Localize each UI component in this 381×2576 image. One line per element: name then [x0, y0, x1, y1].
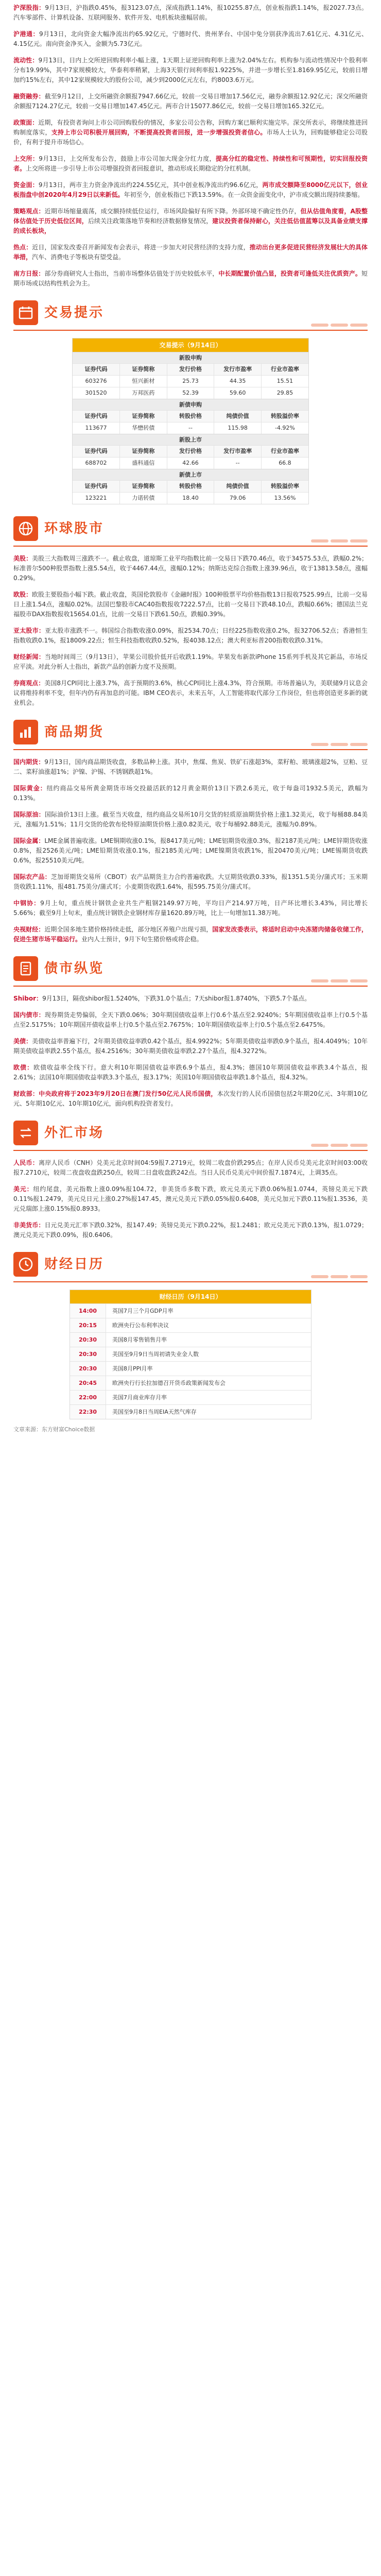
paragraph-label: 央视财经：	[13, 926, 45, 933]
paragraph-label: 中钢协：	[13, 900, 41, 907]
paragraph-label: 融资融券：	[13, 93, 45, 100]
section-title: 商品期货	[44, 724, 105, 740]
column-header: 转股价格	[167, 411, 214, 422]
paragraph	[13, 1184, 368, 1214]
table-cell: 79.06	[214, 493, 262, 504]
calendar-event: 欧洲央行行长拉加德召开货币政策新闻发布会	[112, 1380, 226, 1386]
paragraph	[13, 154, 368, 174]
table-cell: 603276	[73, 376, 120, 387]
paragraph	[13, 269, 368, 289]
column-header: 证券简称	[120, 364, 167, 376]
calendar-event: 美国至9月9日当周初请失业金人数	[112, 1351, 199, 1358]
bond-listing-table	[73, 480, 308, 504]
paragraph-label: 流动性：	[13, 57, 39, 64]
paragraph-text: 9月13日，日内上交所逆回购利率小幅上涨，1天期上证逆回购利率上涨为2.04%左右。机构参与流动性情况中个股利率分布19.99%，其中7家规模较大，华泰利率稍紧，上海3天银行间利率报1.9225%，并进一步增长至1.8169.95亿元，较前日增加约15%左右，其中12家规模较大的股份公司，减少到2000亿元左右，约8003.6万元。	[13, 57, 368, 83]
paragraph-text: 近期市场缩量震荡，成交额持续低位运行，市场风险偏好有所下降。外部环境不确定性仍存，	[44, 208, 301, 215]
paragraph	[13, 925, 368, 944]
paragraph-label: 国内债市：	[13, 1011, 45, 1019]
chart-icon	[13, 720, 38, 744]
table-cell: -4.92%	[261, 422, 308, 434]
global-stocks-section	[13, 554, 368, 708]
table-row	[73, 376, 308, 387]
section-banner-forex	[13, 1116, 368, 1151]
section-title: 债市纵览	[44, 961, 105, 976]
table-cell: 29.85	[261, 387, 308, 399]
calendar-row	[70, 1303, 311, 1318]
table-row	[73, 387, 308, 399]
calendar-event: 美国8月零售销售月率	[112, 1336, 167, 1343]
paragraph-text: 短期市场或以结构性机会为主。	[13, 270, 368, 287]
paragraph-text: LME金属普遍收涨。LME铜期收涨0.1%，报8417美元/吨；LME铝期货收涨0.3%，报2187美元/吨；LME锌期货收涨0.8%，报2526美元/吨；LME铅期货收涨0.1%，报2185美元/吨；LME镍期货收跌1%，报20470美元/吨；LME锡期货收跌0.6%，报25510美元/吨。	[13, 837, 368, 864]
banner-decoration	[311, 539, 368, 543]
column-header: 发行价格	[167, 364, 214, 376]
paragraph-highlight: 推动出台更多促进民营经济发展壮大的具体举措，	[13, 244, 368, 261]
trade-tips-title: 交易提示（9月14日）	[73, 338, 308, 352]
section-banner-calendar	[13, 1247, 368, 1282]
paragraph-label: 国际原油：	[13, 811, 45, 818]
banner-decoration	[311, 979, 368, 982]
calendar-row	[70, 1404, 311, 1419]
paragraph-label: 欧股：	[13, 591, 32, 598]
paragraph	[13, 1010, 368, 1030]
bond-listing-header: 新债上市	[73, 469, 308, 480]
column-header: 转股溢价率	[261, 411, 308, 422]
column-header: 转股价格	[167, 481, 214, 493]
paragraph-label: 欧债：	[13, 1064, 34, 1071]
table-cell: 25.73	[167, 376, 214, 387]
paragraph-text: 欧股主要股指小幅下跌。截止收盘，英国伦敦股市《金融时报》100种股票平均价格指数13日报收7525.99点，比前一交易日上涨1.54点，涨幅0.02%。法国巴黎股市CAC40指数报收7222.57点，比前一交易日下跌48.10点，跌幅0.66%；德国法兰克福股市DAX指数报收15654.01点，比前一交易日下跌61.50点，跌幅0.39%。	[13, 591, 368, 618]
listing-table	[73, 445, 308, 469]
intro-section	[13, 3, 368, 289]
paragraph	[13, 29, 368, 49]
paragraph-label: Shibor：	[13, 995, 43, 1002]
paragraph-text: 上交所将进一步引导上市公司增强投资者回报意识，推动形成长期稳定的分红机制。	[26, 165, 255, 172]
table-cell: 52.39	[167, 387, 214, 399]
paragraph-label: 美债：	[13, 1038, 32, 1045]
paragraph-text: 9月13日，上交所发布公告，鼓励上市公司加大现金分红力度，	[39, 155, 216, 162]
calendar-row	[70, 1390, 311, 1404]
paragraph-text: 纽约尾盘，美元指数上涨0.09%报104.72，非美货币多数下跌，欧元兑美元下跌0.06%报1.0744，英镑兑美元下跌0.11%报1.2479，美元兑日元上涨0.27%报147.45，澳元兑美元下跌0.05%报0.6408，美元兑加元下跌0.11%报1.3536，美元兑瑞郎上涨0.15%报0.8933。	[13, 1185, 368, 1212]
calendar-event: 英国7月三个月GDP月率	[112, 1308, 174, 1314]
table-cell: 115.98	[214, 422, 262, 434]
table-cell: 113677	[73, 422, 120, 434]
paragraph-text: 亚太股市涨跌不一。韩国综合指数收涨0.09%，报2534.70点；日经225指数收涨0.2%，报32706.52点；香港恒生指数收跌0.1%，报18009.22点；恒生科技指数收跌0.52%，报4038.12点；澳大利亚标普200指数收跌0.31%。	[13, 627, 368, 644]
column-header: 证券代码	[73, 481, 120, 493]
paragraph-label: 国际金属：	[13, 837, 45, 844]
table-row	[73, 493, 308, 504]
section-banner-global-stocks	[13, 512, 368, 547]
paragraph-text: 芝加哥期货交易所（CBOT）农产品期货主力合约普遍收跌。大豆期货收跌0.33%，报1351.5美分/蒲式耳；玉米期货收跌1.11%，报481.75美分/蒲式耳；小麦期货收跌1.64%，报595.75美分/蒲式耳。	[13, 873, 368, 890]
banner-decoration	[311, 743, 368, 746]
paragraph-label: 国际黄金：	[13, 785, 47, 792]
paragraph	[13, 92, 368, 111]
calendar-event: 欧洲央行公布利率决议	[112, 1322, 169, 1329]
section-banner-bonds	[13, 952, 368, 987]
paragraph-label: 人民币：	[13, 1159, 39, 1166]
clock-icon	[13, 1252, 38, 1277]
paragraph-text: 年初至今，创业板指已下跌13.59%。在一众资金面变化中，沪市成交额出现持续萎缩。	[124, 191, 364, 198]
section-title: 财经日历	[44, 1257, 105, 1272]
paragraph	[13, 207, 368, 236]
calendar-time: 22:30	[70, 1405, 106, 1419]
paragraph-label: 国际农产品：	[13, 873, 51, 880]
paragraph-label: 资金面：	[13, 181, 39, 189]
paragraph-highlight: 两市成交额降至8000亿元以下，创业板指盘中创2020年4月29日以来新低。	[13, 181, 368, 198]
paragraph	[13, 679, 368, 708]
table-cell: 力诺转债	[120, 493, 167, 504]
table-cell: 万邦医药	[120, 387, 167, 399]
paragraph	[13, 1063, 368, 1082]
paragraph-text: 9月13日，沪指跌0.45%，报3123.07点，深成指跌1.14%，报10255.87点，创业板指跌1.14%，报2027.73点。汽车零部件、计算机设备、互联网服务、软件开发、电机板块涨幅居前。	[13, 4, 368, 21]
paragraph	[13, 994, 368, 1004]
paragraph-label: 南方日报：	[13, 270, 45, 277]
paragraph-label: 国内期货：	[13, 758, 45, 766]
table-cell: 44.35	[214, 376, 262, 387]
calendar-row	[70, 1347, 311, 1361]
paragraph-text: 市场人士认为，回购能够稳定公司股价，有利于提升市场信心。	[13, 129, 368, 146]
paragraph-text: 9月13日，隔夜shibor报1.5240%，下跌31.0个基点；7天shibor报1.8740%，下跌5.7个基点。	[42, 995, 311, 1002]
paragraph-text: 本次发行的人民币国债包括2年期20亿元、3年期10亿元、5年期10亿元、10年期10亿元，面向机构投资者发行。	[13, 1090, 368, 1107]
calendar-icon	[13, 300, 38, 325]
calendar-table	[70, 1290, 311, 1419]
section-title: 环球股市	[44, 521, 105, 536]
column-header: 发行价格	[167, 446, 214, 457]
paragraph-label: 美股：	[13, 555, 32, 562]
paragraph-text: 后续关注政策落地节奏和经济数据修复情况，	[88, 217, 213, 225]
column-header: 行业市盈率	[261, 446, 308, 457]
paragraph	[13, 810, 368, 829]
paragraph	[13, 836, 368, 866]
calendar-row	[70, 1361, 311, 1376]
section-banner-commodities	[13, 715, 368, 750]
paragraph-text: 汽车、消费电子等板块有望受益。	[32, 253, 125, 261]
column-header: 证券代码	[73, 364, 120, 376]
paragraph	[13, 243, 368, 262]
paragraph	[13, 180, 368, 200]
paragraph-text: 近日，国家发改委召开新闻发布会表示，将进一步加大对民营经济的支持力度，	[32, 244, 250, 251]
paragraph-label: 热点：	[13, 244, 32, 251]
document-icon	[13, 956, 38, 981]
paragraph-text: 离岸人民币（CNH）兑美元北京时间04:59报7.2719元，较周二收盘价跌295点；在岸人民币兑美元北京时间03:00收报7.2710元，较周二夜盘收盘跌250点，较周二日盘收盘跌242点。当日人民币兑美元中间价报7.1874元，上调35点。	[13, 1159, 368, 1176]
column-header: 证券简称	[120, 481, 167, 493]
calendar-row	[70, 1376, 311, 1390]
paragraph-label: 政策面：	[13, 119, 39, 126]
paragraph-label: 券商观点：	[13, 680, 45, 687]
paragraph-text: 美国8月CPI同比上涨3.7%，高于预期的3.6%，核心CPI同比上涨4.3%，符合预期。市场普遍认为，美联储9月议息会议将维持利率不变，但年内仍有再加息的可能。IBM CEO表示，未来五年，人工智能将取代部分工作岗位，但也将创造更多新的就业机会。	[13, 680, 368, 706]
column-header: 行业市盈率	[261, 364, 308, 376]
paragraph	[13, 784, 368, 803]
paragraph-text: 日元兑美元汇率下跌0.32%，报147.49；英镑兑美元下跌0.22%，报1.2481；欧元兑美元下跌0.13%，报1.0729；澳元兑美元下跌0.09%，报0.6406。	[13, 1222, 368, 1239]
convert-header: 新债申购	[73, 399, 308, 410]
paragraph	[13, 3, 368, 23]
trade-tips-table	[72, 338, 309, 504]
calendar-time: 22:00	[70, 1391, 106, 1404]
column-header: 纯债价值	[214, 411, 262, 422]
table-cell: 华懋转债	[120, 422, 167, 434]
column-header: 转股溢价率	[261, 481, 308, 493]
section-banner-trade-tips	[13, 296, 368, 331]
source-footer: 文章来源：东方财富Choice数据	[13, 1426, 95, 1433]
table-cell: --	[167, 422, 214, 434]
calendar-row	[70, 1332, 311, 1347]
new-issue-table	[73, 363, 308, 399]
paragraph-text: 近期，有投资者询问上市公司回购股份的情况，多家公司公告称，回购方案已顺利实施完毕。深交所表示，将继续推进回购制度落实，	[13, 119, 368, 136]
table-cell: 301520	[73, 387, 120, 399]
paragraph-highlight: 但从估值角度看，A股整体估值处于历史低位区间，	[13, 208, 368, 225]
column-header: 证券简称	[120, 446, 167, 457]
paragraph-highlight: 中央政府将于2023年9月20日在澳门发行50亿元人民币国债，	[39, 1090, 217, 1097]
section-title: 交易提示	[44, 305, 105, 320]
paragraph-highlight: 国家发改委表示，将适时启动中央冻猪肉储备收储工作，促进生猪市场平稳运行。	[13, 926, 368, 943]
convert-table	[73, 410, 308, 434]
column-header: 证券代码	[73, 446, 120, 457]
column-header: 证券简称	[120, 411, 167, 422]
banner-decoration	[311, 324, 368, 327]
calendar-title: 财经日历（9月14日）	[70, 1290, 311, 1303]
paragraph-label: 亚太股市：	[13, 627, 45, 634]
paragraph-label: 财经新闻：	[13, 653, 45, 660]
column-header: 纯债价值	[214, 481, 262, 493]
calendar-time: 20:45	[70, 1376, 106, 1390]
paragraph-text: 欧债收益率全线下行。意大利10年期国债收益率跌6.9个基点，报4.3%；德国10年期国债收益率跌3.4个基点，报2.61%；法国10年期国债收益率跌3.3个基点，报3.17%；英国10年期国债收益率跌1.8个基点，报4.32%。	[13, 1064, 368, 1081]
calendar-event: 美国8月PPI月率	[112, 1365, 153, 1372]
table-cell: 13.56%	[261, 493, 308, 504]
paragraph	[13, 1221, 368, 1240]
paragraph-highlight: 支持上市公司积极开展回购，不断提高投资者回报，进一步增强投资者信心。	[51, 129, 267, 136]
bonds-section	[13, 994, 368, 1109]
banner-decoration	[311, 1275, 368, 1278]
paragraph-text: 现券期货走势偏弱，全天下跌0.06%；30年期国债收益率上行0.6个基点至2.9240%；5年期国债收益率上行0.5个基点至2.5175%；10年期国开债收益率上行0.5个基点至2.7675%；10年期国债收益率上行0.5个基点至2.6475%。	[13, 1011, 368, 1028]
section-title: 外汇市场	[44, 1125, 105, 1141]
paragraph-label: 策略观点：	[13, 208, 45, 215]
paragraph-text: 美股三大指数周三涨跌不一。截止收盘，道琼斯工业平均指数比前一交易日下跌70.46点，收于34575.53点，跌幅0.2%；标准普尔500种股票指数上涨5.54点，收于4467.44点，涨幅0.12%；纳斯达克综合指数上涨39.96点，收于13813.58点，涨幅0.29%。	[13, 555, 368, 582]
calendar-row	[70, 1318, 311, 1332]
table-cell: 盛科通信	[120, 457, 167, 469]
commodities-section	[13, 757, 368, 944]
banner-decoration	[311, 1144, 368, 1147]
calendar-event: 美国7月商业库存月率	[112, 1394, 167, 1401]
paragraph	[13, 626, 368, 646]
table-cell: 恒兴新材	[120, 376, 167, 387]
paragraph-text: 业内人士预计，9月下旬生猪价格或将企稳。	[81, 936, 203, 943]
paragraph-label: 沪深股指：	[13, 4, 45, 11]
paragraph-label: 非美货币：	[13, 1222, 45, 1229]
paragraph	[13, 757, 368, 777]
paragraph	[13, 1037, 368, 1056]
column-header: 发行市盈率	[214, 364, 262, 376]
paragraph-text: 近期全国多地生猪价格持续走低，部分地区养殖户出现亏损，	[44, 926, 213, 933]
table-cell: 18.40	[167, 493, 214, 504]
calendar-time: 20:30	[70, 1333, 106, 1347]
paragraph-text: 9月13日，北向资金大幅净流出约65.92亿元，宁德时代、贵州茅台、中国中免分别获净流出7.61亿元、4.31亿元、4.15亿元。南向资金净买入，金额为5.73亿元。	[13, 30, 368, 47]
globe-icon	[13, 516, 38, 541]
paragraph	[13, 56, 368, 85]
paragraph	[13, 554, 368, 583]
table-row	[73, 457, 308, 469]
calendar-time: 14:00	[70, 1304, 106, 1318]
table-cell: --	[214, 457, 262, 469]
paragraph-highlight: 提高分红的稳定性、持续性和可预期性，切实回报投资者。	[13, 155, 368, 172]
table-row	[73, 422, 308, 434]
paragraph-text: 截至9月12日，上交所融资余额报7947.66亿元，较前一交易日增加17.56亿元，融券余额报12.92亿元；深交所融资余额报7124.27亿元，较前一交易日增加147.45亿元。两市合计15077.86亿元，较前一交易日增加165.32亿元。	[13, 93, 368, 110]
paragraph-text: 纽约商品交易所黄金期货市场交投最活跃的12月黄金期价13日下跌2.6美元，收于每盎司1932.5美元，跌幅为0.13%。	[13, 785, 368, 802]
exchange-icon	[13, 1121, 38, 1145]
paragraph	[13, 652, 368, 672]
paragraph-label: 上交所：	[13, 155, 39, 162]
calendar-time: 20:30	[70, 1362, 106, 1376]
table-cell: 59.60	[214, 387, 262, 399]
paragraph-text: 9月13日，两市主力资金净流出约224.55亿元，其中创业板净流出约96.6亿元，	[38, 181, 263, 189]
listing-header: 新股上市	[73, 434, 308, 445]
table-cell: 688702	[73, 457, 120, 469]
paragraph-label: 财政部：	[13, 1090, 39, 1097]
new-issue-header: 新股申购	[73, 352, 308, 363]
column-header: 证券代码	[73, 411, 120, 422]
table-cell: 66.8	[261, 457, 308, 469]
paragraph-text: 部分券商研究人士指出，当前市场整体估值处于历史较低水平，	[44, 270, 219, 277]
paragraph	[13, 590, 368, 619]
paragraph-text: 9月13日，国内商品期货收盘，多数品种上涨。其中，焦煤、焦炭、铁矿石涨超3%，菜籽粕、玻璃涨超2%，豆粕、豆二、菜籽油涨超1%；沪镍、沪锡、不锈钢跌超1%。	[13, 758, 368, 775]
paragraph-label: 沪港通：	[13, 30, 40, 38]
paragraph-label: 美元：	[13, 1185, 33, 1193]
calendar-time: 20:15	[70, 1318, 106, 1332]
paragraph-text: 9月上旬，重点统计钢铁企业共生产粗钢2149.97万吨，平均日产214.97万吨，日产环比增长3.43%，同比增长5.66%；截至9月上旬末，重点统计钢铁企业钢材库存量1620.89万吨，比上一旬增加11.38万吨。	[13, 900, 368, 917]
calendar-event: 美国至9月8日当周EIA天然气库存	[112, 1409, 197, 1415]
paragraph-text: 当地时间周三（9月13日），苹果公司股价低开后收跌1.19%。苹果发布新款iPhone 15系列手机及其它新品，市场反应平淡。对此分析人士指出，新款产品的创新力度不及预期。	[13, 653, 368, 670]
table-cell: 15.51	[261, 376, 308, 387]
paragraph-text: 国际油价13日上涨。截至当天收盘，纽约商品交易所10月交货的轻质原油期货价格上涨1.32美元，收于每桶88.84美元，涨幅为1.51%；11月交货的伦敦布伦特原油期货价格上涨0.82美元，收于每桶92.88美元，涨幅为0.89%。	[13, 811, 368, 828]
paragraph	[13, 1089, 368, 1109]
forex-section	[13, 1158, 368, 1240]
paragraph	[13, 118, 368, 147]
paragraph	[13, 1158, 368, 1178]
calendar-time: 20:30	[70, 1347, 106, 1361]
paragraph	[13, 872, 368, 892]
paragraph-highlight: 中长期配置价值凸显，投资者可逢低关注优质资产。	[218, 270, 361, 277]
paragraph-text: 美债收益率普遍下行，2年期美债收益率跌0.42个基点，报4.9922%；5年期美债收益率跌0.9个基点，报4.4049%；10年期美债收益率跌2.55个基点，报4.2516%；30年期美债收益率跌2.27个基点，报4.3272%。	[13, 1038, 368, 1055]
table-cell: 123221	[73, 493, 120, 504]
column-header: 发行市盈率	[214, 446, 262, 457]
table-cell: 42.66	[167, 457, 214, 469]
paragraph	[13, 899, 368, 918]
paragraph-highlight: 建议投资者保持耐心，关注低估值蓝筹以及具备业绩支撑的成长板块，	[13, 217, 368, 234]
